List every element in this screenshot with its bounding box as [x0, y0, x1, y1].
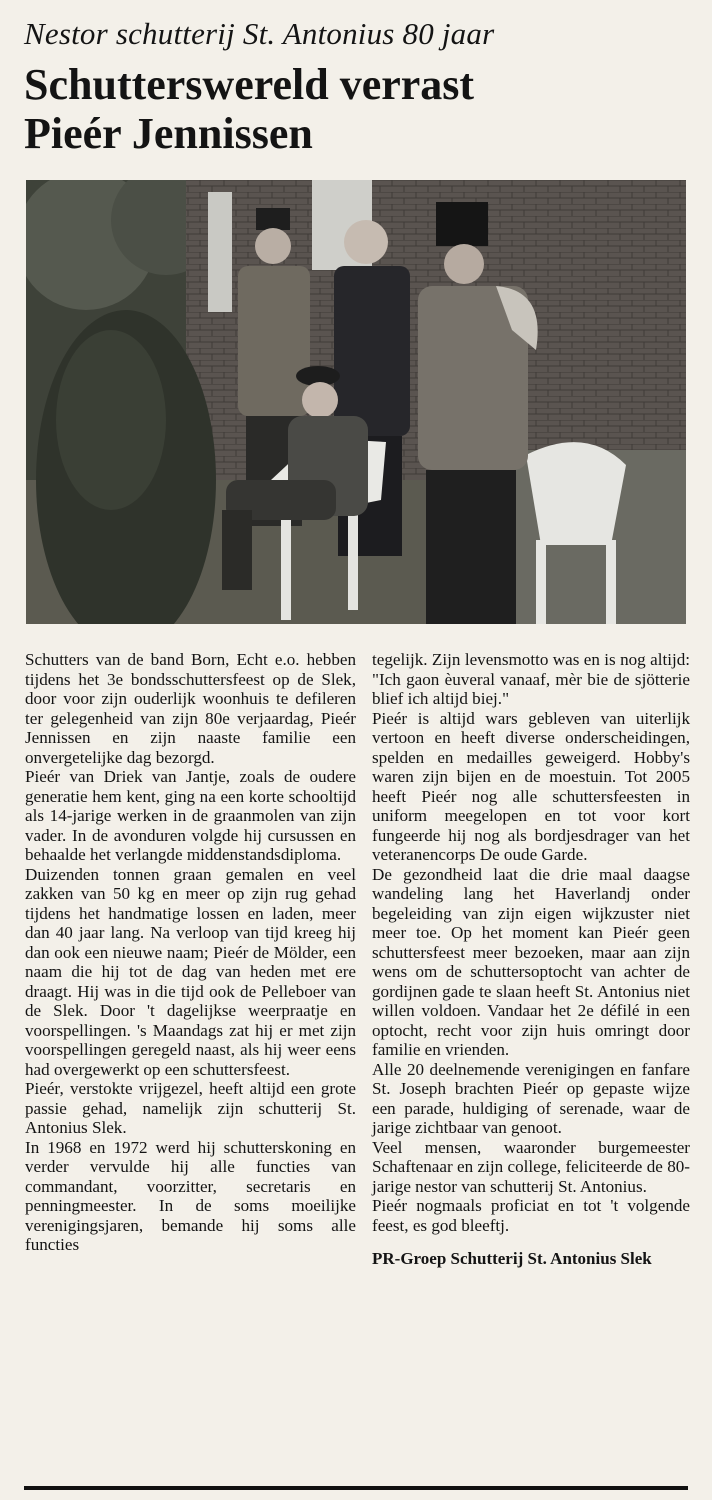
paragraph: tegelijk. Zijn levensmotto was en is nog altijd: "Ich gaon èuveral vanaaf, mèr bie de sjötterie blief ich altijd biej." — [372, 650, 690, 708]
paragraph: De gezondheid laat die drie maal daagse wandeling lang het Haverlandj onder begeleiding van zijn eigen wijkzuster niet meer toe. Op het moment kan Pieér geen schuttersfeest meer bezoeken, maar aan zijn wens om de schuttersoptocht van achter de gordijnen gade te slaan heeft St. Antonius niet willen voldoen. Vandaar het 2e défilé in een optocht, recht voor zijn huis omringt door familie en vrienden. — [372, 864, 690, 1059]
paragraph: Pieér, verstokte vrijgezel, heeft altijd een grote passie gehad, namelijk zijn schutterij St. Antonius Slek. — [25, 1079, 356, 1137]
paragraph: Veel mensen, waaronder burgemeester Schaftenaar en zijn college, feliciteerde de 80-jarige nestor van schutterij St. Antonius. — [372, 1137, 690, 1196]
paragraph: Pieér van Driek van Jantje, zoals de oudere generatie hem kent, ging na een korte schooltijd als 14-jarige werken in de graanmolen van zijn vader. In de avonduren volgde hij cursussen en behaalde het verlangde middenstandsdiploma. — [25, 767, 356, 864]
paragraph: Pieér nogmaals proficiat en tot 't volgende feest, es god bleeftj. — [372, 1196, 690, 1235]
bottom-rule — [24, 1486, 688, 1490]
paragraph: In 1968 en 1972 werd hij schutterskoning en verder vervulde hij alle functies van commandant, voorzitter, secretaris en penningmeester. In de soms moeilijke verenigingsjaren, bemande hij soms alle functies — [25, 1137, 356, 1254]
article-body — [25, 650, 690, 1269]
article-headline — [24, 60, 710, 158]
paragraph: Pieér is altijd wars gebleven van uiterlijk vertoon en heeft diverse onderscheidingen, spelden en medailles geweigerd. Hobby's waren zijn bijen en de moestuin. Tot 2005 heeft Pieér nog alle schuttersfeesten in uniform meegelopen en tot voor kort fungeerde hij nog als bordjesdrager van het veteranencorps De oude Garde. — [372, 708, 690, 864]
paragraph: Schutters van de band Born, Echt e.o. hebben tijdens het 3e bondsschuttersfeest op de Slek, door voor zijn ouderlijk woonhuis te defileren ter gelegenheid van zijn 80e verjaardag, Pieér Jennissen en zijn naaste familie een onvergetelijke dag bezorgd. — [25, 650, 356, 767]
headline-line-1: Schutterswereld verrast — [24, 60, 475, 109]
article-photo — [26, 180, 686, 624]
paragraph: Alle 20 deelnemende verenigingen en fanfare St. Joseph brachten Pieér op gepaste wijze een parade, huldiging of serenade, waar de jarige zichtbaar van genoot. — [372, 1059, 690, 1137]
column-right — [372, 650, 690, 1269]
paragraph: Duizenden tonnen graan gemalen en veel zakken van 50 kg en meer op zijn rug gehad tijdens het handmatige lossen en laden, meer dan 40 jaar lang. Na verloop van tijd kreeg hij dan ook een nieuwe naam; Pieér de Mölder, een naam die hij tot de dag van heden met ere draagt. Hij was in die tijd ook de Pelleboer van de Slek. Door 't dagelijkse weerpraatje en voorspellingen. 's Maandags zat hij er met zijn voorspellingen geregeld naast, als hij weer eens had overgewerkt op een schuttersfeest. — [25, 864, 356, 1079]
article-kicker: Nestor schutterij St. Antonius 80 jaar — [24, 16, 495, 51]
photo-illustration — [26, 180, 686, 624]
article-byline: PR-Groep Schutterij St. Antonius Slek — [372, 1249, 652, 1268]
column-left — [25, 650, 356, 1269]
headline-line-2: Pieér Jennissen — [24, 109, 313, 158]
